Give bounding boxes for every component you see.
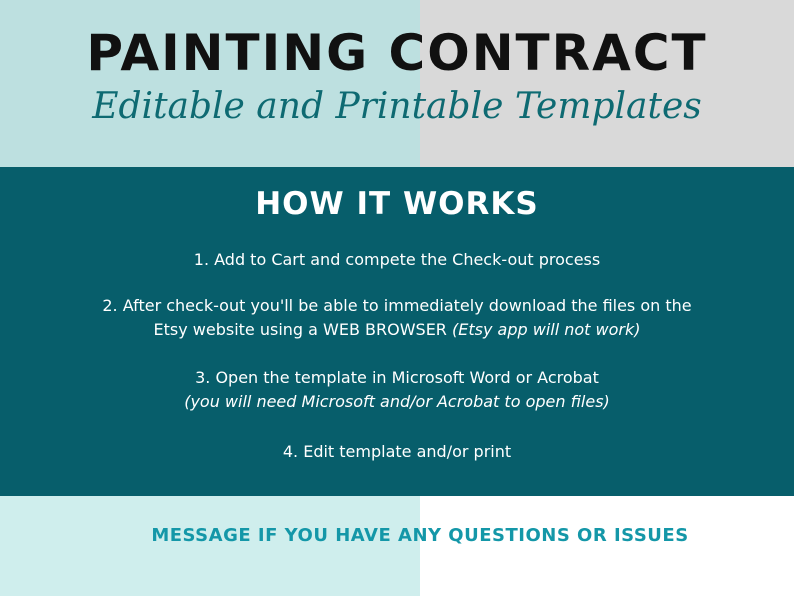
footer-panel-right	[420, 496, 794, 596]
step-1	[0, 248, 794, 272]
step-2-line-1: 2. After check-out you'll be able to immediately download the files on the	[102, 296, 692, 315]
footer-panel-left	[0, 496, 420, 596]
contact-message: MESSAGE IF YOU HAVE ANY QUESTIONS OR ISSUES	[151, 525, 689, 546]
step-2-note: (Etsy app will not work)	[452, 320, 641, 339]
how-it-works-heading: HOW IT WORKS	[255, 186, 539, 222]
step-3-line-1: 3. Open the template in Microsoft Word or Acrobat	[195, 368, 599, 387]
step-3-line-2	[0, 390, 794, 414]
step-3-note: (you will need Microsoft and/or Acrobat to open files)	[184, 392, 610, 411]
step-2	[0, 294, 794, 342]
step-4-text: 4. Edit template and/or print	[282, 442, 512, 461]
step-1-text: 1. Add to Cart and compete the Check-out process	[193, 250, 601, 269]
step-2-line-2	[0, 318, 794, 342]
step-4	[0, 440, 794, 464]
page-subtitle: Editable and Printable Templates	[92, 86, 702, 127]
step-2-text: Etsy website using a WEB BROWSER	[153, 320, 447, 339]
page-title: PAINTING CONTRACT	[86, 24, 708, 82]
step-3	[0, 366, 794, 414]
